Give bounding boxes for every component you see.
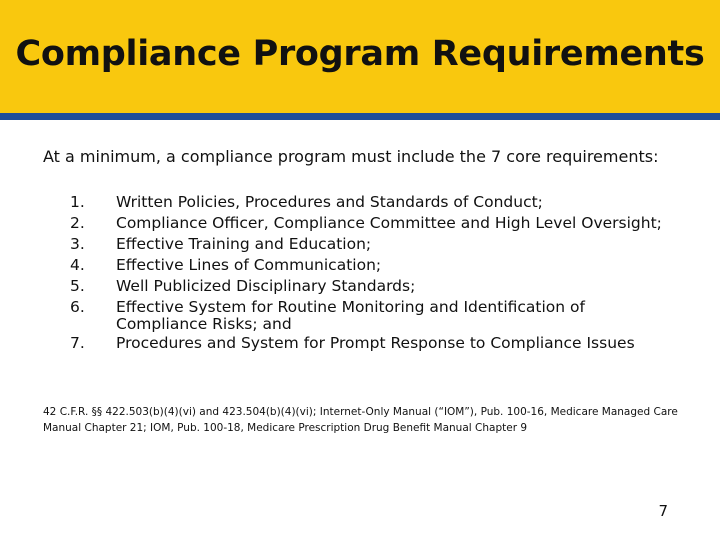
requirements-list	[70, 192, 670, 354]
list-item	[70, 297, 670, 333]
banner-divider	[0, 113, 720, 120]
list-item-text: Effective Lines of Communication;	[116, 256, 382, 274]
list-item-number: 3.	[70, 235, 85, 253]
list-item-number: 5.	[70, 277, 85, 295]
list-item-number: 4.	[70, 256, 85, 274]
list-item	[70, 276, 670, 297]
list-item-text: Written Policies, Procedures and Standards of Conduct;	[116, 193, 543, 211]
list-item	[70, 192, 670, 213]
regulatory-citation: 42 C.F.R. §§ 422.503(b)(4)(vi) and 423.504(b)(4)(vi); Internet-Only Manual (“IOM”), Pub. 100-16, Medicare Managed Care Manual Chapter 21; IOM, Pub. 100-18, Medicare Prescription Drug Benefit Manual Chapter 9	[43, 406, 678, 434]
list-item-text: Compliance Officer, Compliance Committee and High Level Oversight;	[116, 214, 662, 232]
list-item-number: 2.	[70, 214, 85, 232]
list-item	[70, 333, 670, 354]
page-number: 7	[658, 502, 668, 520]
list-item-text: Effective Training and Education;	[116, 235, 372, 253]
list-item-number: 6.	[70, 298, 85, 316]
list-item-text: Procedures and System for Prompt Response to Compliance Issues	[116, 334, 635, 352]
list-item-number: 7.	[70, 334, 85, 352]
list-item	[70, 234, 670, 255]
slide-title: Compliance Program Requirements	[15, 34, 705, 74]
list-item	[70, 213, 670, 234]
list-item-text: Effective System for Routine Monitoring and Identification of Compliance Risks; and	[116, 298, 585, 333]
list-item-number: 1.	[70, 193, 85, 211]
list-item-text: Well Publicized Disciplinary Standards;	[116, 277, 416, 295]
intro-text: At a minimum, a compliance program must include the 7 core requirements:	[43, 147, 659, 166]
list-item	[70, 255, 670, 276]
